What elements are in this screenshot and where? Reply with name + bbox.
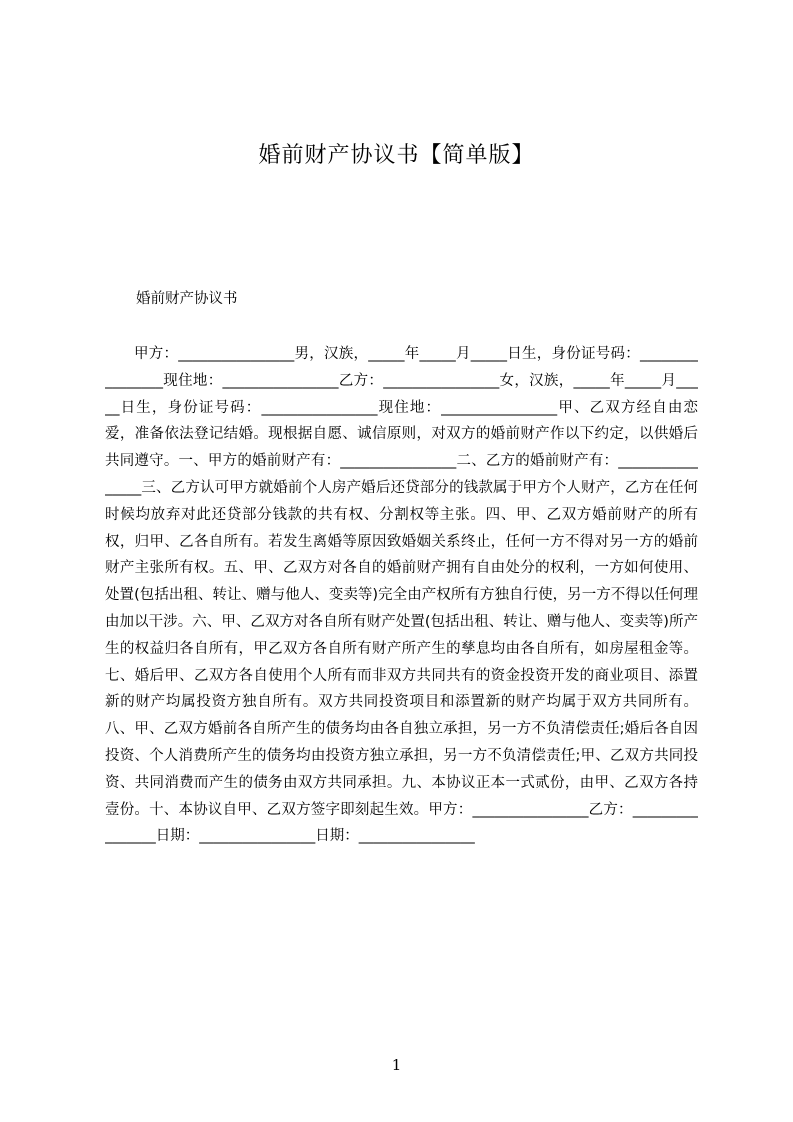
page-number: 1	[391, 1056, 402, 1074]
document-title: 婚前财产协议书【简单版】	[258, 143, 535, 168]
agreement-body-text: 甲方：________________男，汉族，_____年_____月_____日生，身份证号码：________________现住地：________________乙方：________________女，汉族，_____年_____月_____日生，身份证号码：________________现住地：________________甲、乙双方经自由恋爱，准备依法登记结婚。现根据自愿、诚信原则，对双方的婚前财产作以下约定，以供婚后共同遵守。一、甲方的婚前财产有：________________二、乙方的婚前财产有：________________三、乙方认可甲方就婚前个人房产婚后还贷部分的钱款属于甲方个人财产，乙方在任何时候均放弃对此还贷部分钱款的共有权、分割权等主张。四、甲、乙双方婚前财产的所有权，归甲、乙各自所有。若发生离婚等原因致婚姻关系终止，任何一方不得对另一方的婚前财产主张所有权。五、甲、乙双方对各自的婚前财产拥有自由处分的权利，一方如何使用、处置(包括出租、转让、赠与他人、变卖等)完全由产权所有方独自行使，另一方不得以任何理由加以干涉。六、甲、乙双方对各自所有财产处置(包括出租、转让、赠与他人、变卖等)所产生的权益归各自所有，甲乙双方各自所有财产所产生的孳息均由各自所有，如房屋租金等。七、婚后甲、乙双方各自使用个人所有而非双方共同共有的资金投资开发的商业项目、添置新的财产均属投资方独自所有。双方共同投资项目和添置新的财产均属于双方共同所有。八、甲、乙双方婚前各自所产生的债务均由各自独立承担，另一方不负清偿责任;婚后各自因投资、个人消费所产生的债务均由投资方独立承担，另一方不负清偿责任;甲、乙双方共同投资、共同消费而产生的债务由双方共同承担。九、本协议正本一式贰份，由甲、乙双方各持壹份。十、本协议自甲、乙双方签字即刻起生效。甲方：________________乙方：________________日期：________________日期：________________	[105, 346, 698, 845]
document-subtitle: 婚前财产协议书	[136, 291, 238, 307]
